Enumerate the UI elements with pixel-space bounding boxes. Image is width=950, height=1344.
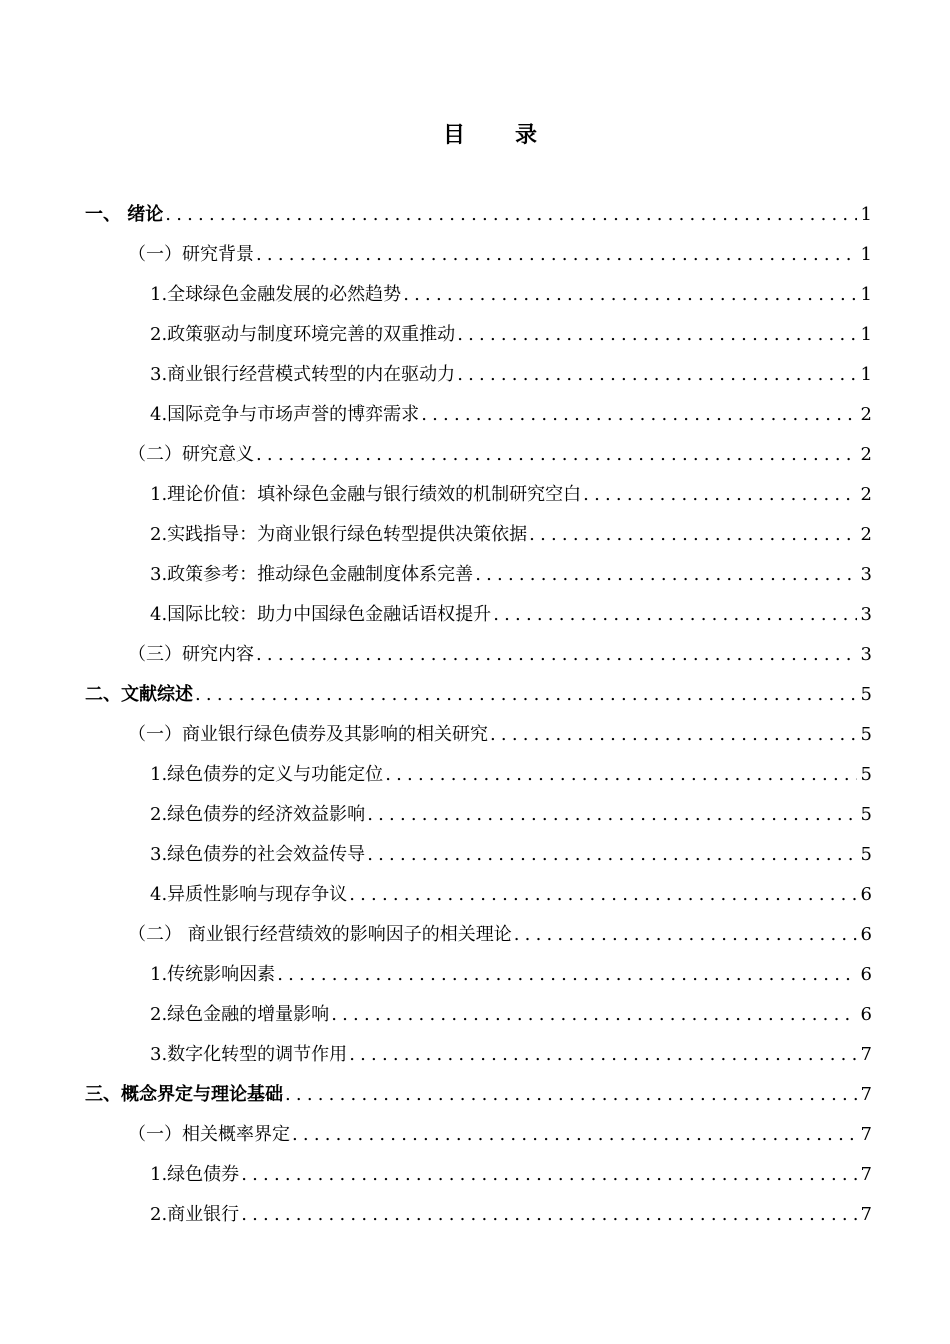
title-char-left: 目 [442,123,465,148]
toc-entry-title: 1.绿色债券的定义与功能定位 [150,764,384,785]
toc-entry-page-number: 7 [860,1204,872,1225]
toc-entry-page-number: 6 [860,1004,872,1025]
toc-dot-leader [165,195,856,235]
toc-entry-title: （一）研究背景 [128,244,254,265]
toc-dot-leader [457,315,856,355]
toc-entry[interactable] [85,995,872,1035]
toc-dot-leader [583,475,856,515]
toc-entry-page-number: 6 [860,964,872,985]
toc-entry-title: （一）商业银行绿色债券及其影响的相关研究 [128,724,488,745]
toc-entry-title: 二、文献综述 [85,684,193,705]
toc-dot-leader [475,555,856,595]
table-of-contents [85,195,872,1235]
toc-entry[interactable] [85,555,872,595]
toc-entry[interactable] [85,235,872,275]
toc-entry[interactable] [85,635,872,675]
toc-entry[interactable] [85,195,872,235]
toc-dot-leader [331,995,856,1035]
toc-entry-page-number: 3 [860,604,872,625]
toc-dot-leader [529,515,856,555]
toc-entry-title: （二） 商业银行经营绩效的影响因子的相关理论 [128,924,512,945]
toc-dot-leader [349,875,856,915]
toc-entry-title: 2.实践指导：为商业银行绿色转型提供决策依据 [150,524,528,545]
toc-dot-leader [514,915,857,955]
toc-entry[interactable] [85,515,872,555]
toc-entry-page-number: 5 [860,844,872,865]
toc-entry[interactable] [85,1075,872,1115]
toc-entry-page-number: 2 [860,484,872,505]
title-char-right: 录 [515,123,538,148]
toc-dot-leader [367,835,856,875]
toc-entry[interactable] [85,795,872,835]
toc-entry-page-number: 1 [860,284,872,305]
toc-entry[interactable] [85,435,872,475]
toc-entry-page-number: 1 [860,364,872,385]
toc-dot-leader [256,435,857,475]
toc-entry-page-number: 6 [860,924,872,945]
toc-entry-title: 4.异质性影响与现存争议 [150,884,348,905]
toc-entry-title: （二）研究意义 [128,444,254,465]
toc-dot-leader [256,235,857,275]
toc-entry[interactable] [85,875,872,915]
toc-entry-title: 一、 绪论 [85,204,164,225]
toc-dot-leader [285,1075,857,1115]
toc-entry[interactable] [85,355,872,395]
toc-entry-page-number: 7 [860,1084,872,1105]
toc-entry[interactable] [85,675,872,715]
toc-dot-leader [292,1115,857,1155]
toc-entry[interactable] [85,755,872,795]
toc-entry-page-number: 3 [860,644,872,665]
toc-entry[interactable] [85,475,872,515]
toc-entry-page-number: 7 [860,1044,872,1065]
toc-entry[interactable] [85,595,872,635]
toc-entry[interactable] [85,1115,872,1155]
toc-entry-title: 1.绿色债券 [150,1164,240,1185]
toc-entry-title: 2.绿色债券的经济效益影响 [150,804,366,825]
toc-dot-leader [490,715,857,755]
toc-entry-page-number: 2 [860,524,872,545]
toc-entry[interactable] [85,955,872,995]
toc-dot-leader [277,955,856,995]
toc-entry-page-number: 1 [860,204,872,225]
toc-entry-title: 1.传统影响因素 [150,964,276,985]
toc-entry-page-number: 7 [860,1164,872,1185]
toc-entry-title: 三、概念界定与理论基础 [85,1084,283,1105]
toc-entry-page-number: 1 [860,244,872,265]
toc-dot-leader [421,395,856,435]
toc-entry[interactable] [85,1035,872,1075]
toc-entry-page-number: 5 [860,684,872,705]
toc-entry-title: 1.全球绿色金融发展的必然趋势 [150,284,402,305]
toc-dot-leader [457,355,856,395]
toc-dot-leader [385,755,856,795]
toc-entry-page-number: 1 [860,324,872,345]
toc-entry-page-number: 5 [860,804,872,825]
toc-entry-title: （三）研究内容 [128,644,254,665]
toc-entry-page-number: 7 [860,1124,872,1145]
toc-entry-title: 2.商业银行 [150,1204,240,1225]
toc-entry-title: 4.国际比较：助力中国绿色金融话语权提升 [150,604,492,625]
toc-entry-page-number: 5 [860,724,872,745]
toc-dot-leader [403,275,856,315]
toc-dot-leader [493,595,856,635]
toc-entry-title: 4.国际竞争与市场声誉的博弈需求 [150,404,420,425]
toc-entry[interactable] [85,1155,872,1195]
toc-entry-page-number: 6 [860,884,872,905]
toc-entry[interactable] [85,835,872,875]
toc-entry-page-number: 5 [860,764,872,785]
toc-dot-leader [367,795,856,835]
page-title [0,118,950,149]
toc-entry-page-number: 3 [860,564,872,585]
toc-entry-page-number: 2 [860,404,872,425]
toc-entry[interactable] [85,715,872,755]
toc-entry-page-number: 2 [860,444,872,465]
toc-dot-leader [256,635,857,675]
toc-entry-title: 3.商业银行经营模式转型的内在驱动力 [150,364,456,385]
toc-entry-title: 2.政策驱动与制度环境完善的双重推动 [150,324,456,345]
toc-dot-leader [241,1195,856,1235]
toc-dot-leader [349,1035,856,1075]
toc-entry[interactable] [85,395,872,435]
toc-entry[interactable] [85,315,872,355]
toc-dot-leader [241,1155,856,1195]
toc-entry-title: 3.政策参考：推动绿色金融制度体系完善 [150,564,474,585]
toc-entry[interactable] [85,275,872,315]
toc-entry-title: 3.数字化转型的调节作用 [150,1044,348,1065]
toc-entry-title: 1.理论价值：填补绿色金融与银行绩效的机制研究空白 [150,484,582,505]
toc-entry[interactable] [85,1195,872,1235]
toc-entry-title: （一）相关概率界定 [128,1124,290,1145]
toc-entry-title: 3.绿色债券的社会效益传导 [150,844,366,865]
toc-entry[interactable] [85,915,872,955]
toc-dot-leader [195,675,857,715]
toc-entry-title: 2.绿色金融的增量影响 [150,1004,330,1025]
